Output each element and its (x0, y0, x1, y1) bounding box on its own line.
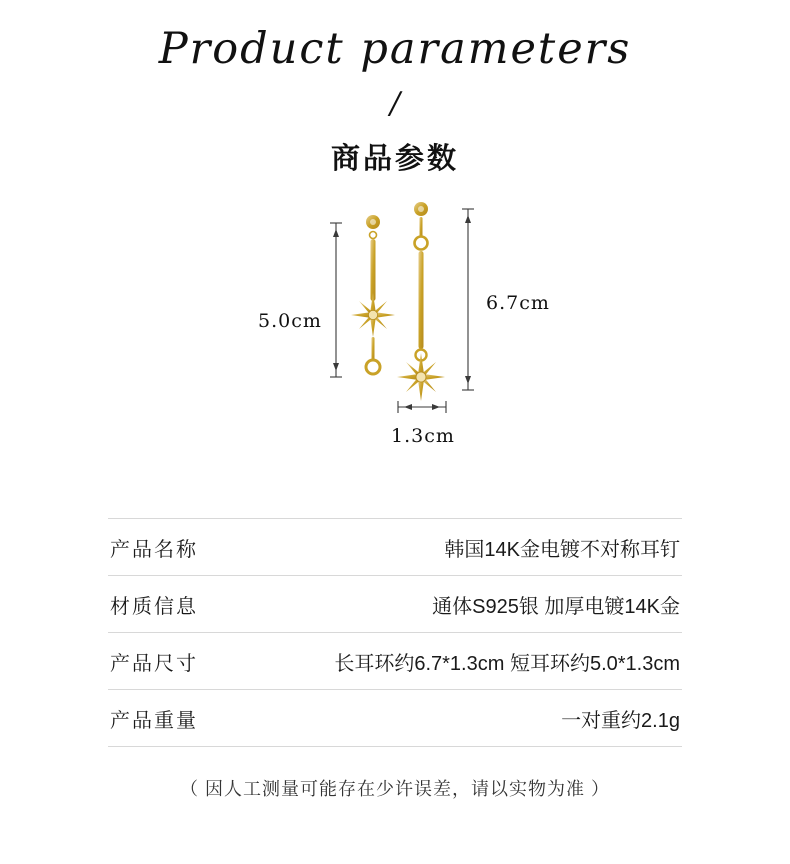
dimension-label-long: 6.7cm (486, 292, 550, 314)
parameter-table (108, 518, 682, 747)
page-title-en: Product parameters (158, 24, 632, 74)
param-key: 产品尺寸 (110, 653, 198, 675)
table-row (108, 633, 682, 690)
short-earring-graphic (351, 215, 395, 374)
param-key: 材质信息 (110, 596, 198, 618)
dimension-guides (330, 209, 474, 413)
param-key: 产品名称 (110, 539, 198, 561)
product-diagram (0, 195, 790, 460)
title-separator: / (389, 86, 401, 121)
table-row (108, 519, 682, 576)
param-value: 长耳环约6.7*1.3cm 短耳环约5.0*1.3cm (334, 653, 680, 675)
param-value: 韩国14K金电镀不对称耳钉 (444, 539, 680, 561)
param-value: 通体S925银 加厚电镀14K金 (432, 596, 680, 618)
dimension-label-short: 5.0cm (258, 310, 322, 332)
table-row (108, 576, 682, 633)
measurement-disclaimer: （ 因人工测量可能存在少许误差，请以实物为准 ） (180, 779, 610, 799)
dimension-label-width: 1.3cm (391, 425, 455, 447)
dimension-arrowheads (333, 215, 471, 410)
page-title-cn: 商品参数 (330, 143, 459, 175)
param-value: 一对重约2.1g (561, 710, 680, 732)
param-key: 产品重量 (110, 710, 198, 732)
long-earring-graphic (397, 202, 445, 401)
table-row (108, 690, 682, 747)
